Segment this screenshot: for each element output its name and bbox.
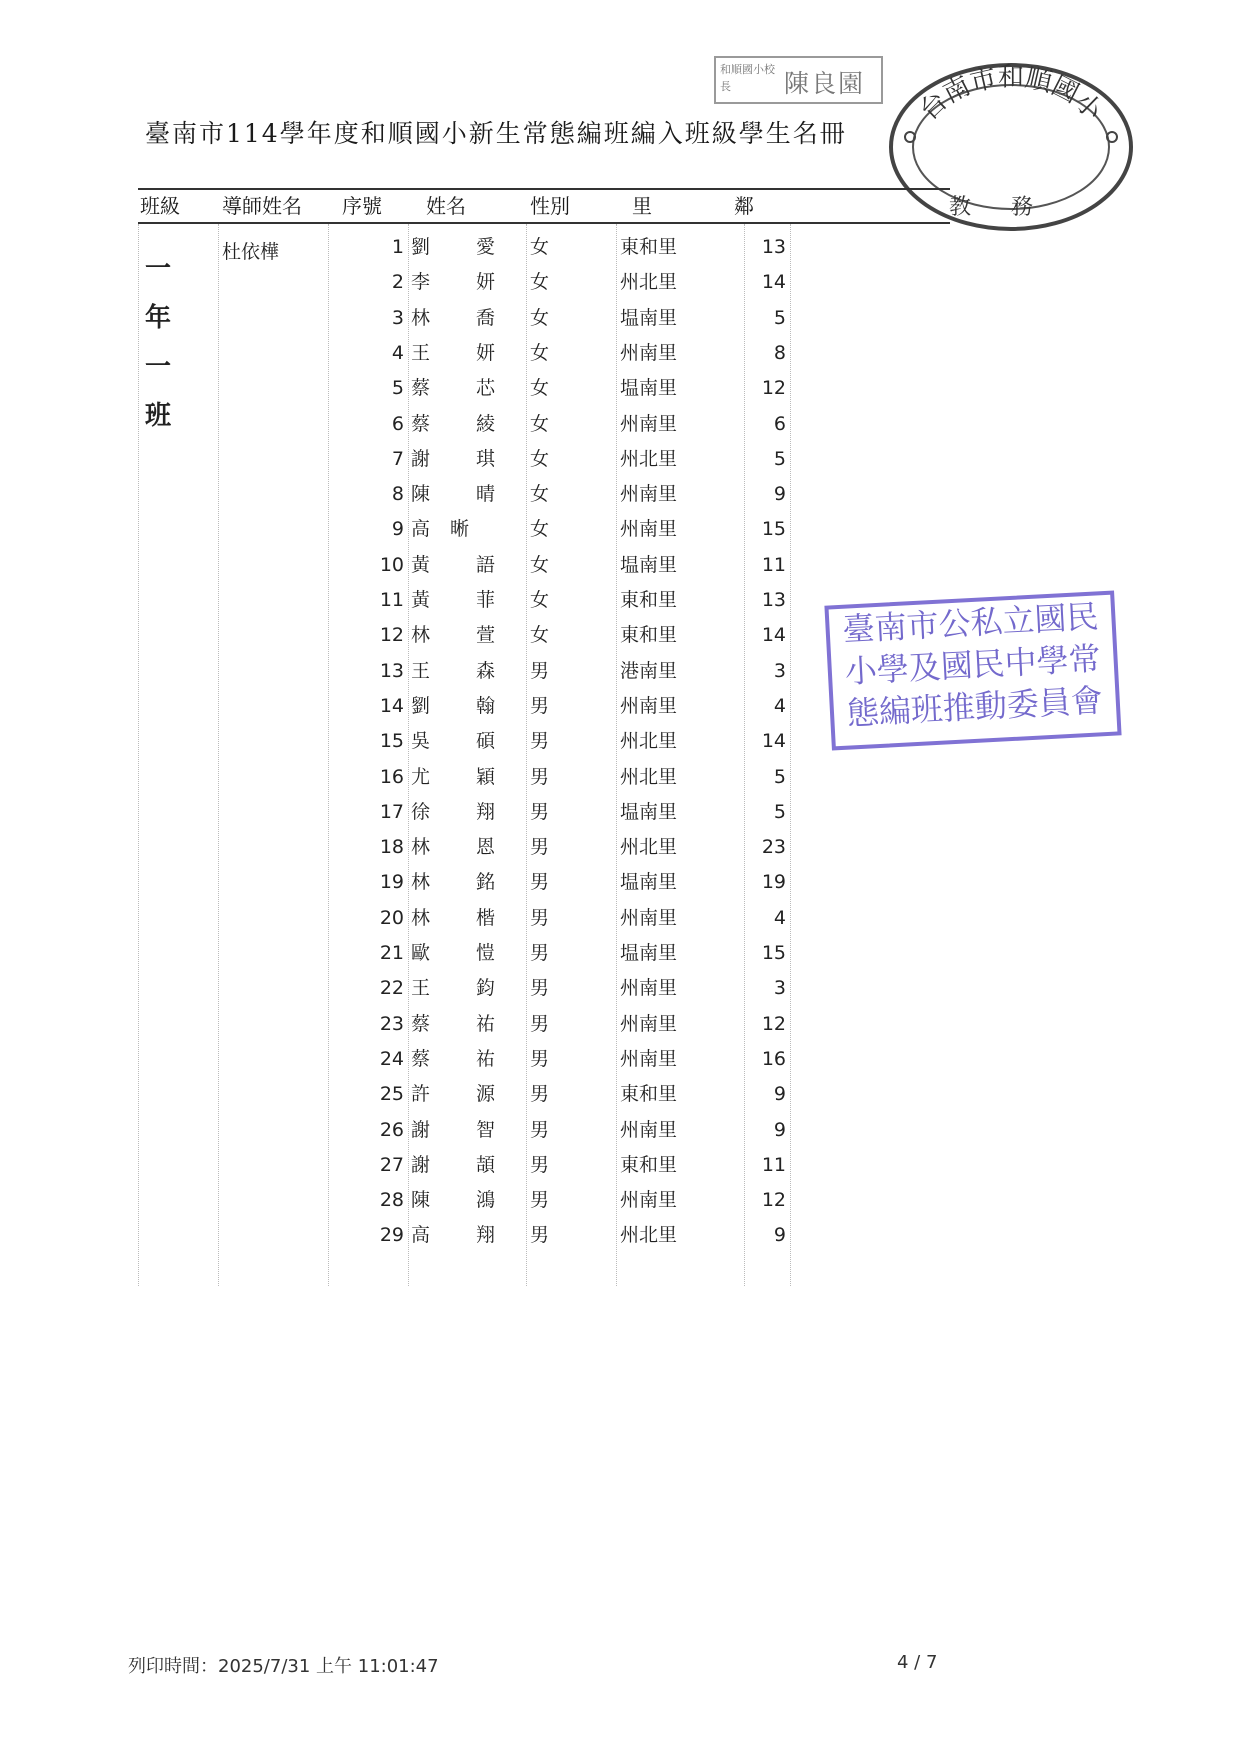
student-seq: 21 [379, 942, 404, 964]
student-name: 尤 穎 [411, 765, 516, 788]
student-seq: 26 [379, 1118, 404, 1141]
student-name: 李 妍 [411, 271, 516, 294]
student-neighborhood: 6 [773, 412, 786, 435]
principal-seal [714, 56, 883, 104]
student-name: 高 翔 [411, 1224, 516, 1247]
table-row [0, 654, 900, 689]
student-seq: 20 [379, 906, 404, 929]
student-village: 東和里 [620, 236, 678, 258]
student-neighborhood: 5 [773, 800, 786, 823]
student-neighborhood: 8 [773, 341, 786, 364]
student-seq: 4 [391, 341, 404, 364]
student-name: 王 森 [411, 659, 516, 682]
student-gender: 男 [530, 730, 550, 753]
school-seal [880, 52, 1150, 232]
page-number: 4 / 7 [897, 1652, 938, 1673]
student-gender: 男 [530, 906, 550, 929]
student-gender: 男 [530, 659, 550, 682]
student-seq: 6 [391, 412, 404, 435]
class-char: 一 [144, 352, 171, 382]
student-seq: 16 [379, 765, 404, 788]
student-village: 州北里 [620, 836, 678, 859]
student-neighborhood: 3 [773, 659, 786, 682]
student-village: 州南里 [620, 1047, 678, 1070]
student-village: 州南里 [620, 1118, 678, 1141]
student-name: 劉 翰 [411, 694, 516, 717]
student-neighborhood: 9 [773, 483, 786, 506]
table-row [0, 442, 900, 477]
student-village: 州南里 [620, 412, 678, 435]
student-neighborhood: 14 [761, 271, 786, 294]
student-village: 州南里 [620, 518, 678, 541]
student-gender: 男 [530, 1224, 550, 1247]
table-row [0, 1218, 900, 1253]
document-title: 臺南市114學年度和順國小新生常態編班編入班級學生名冊 [145, 119, 847, 148]
student-name: 黃 語 [411, 553, 516, 576]
student-name: 許 源 [411, 1083, 516, 1106]
student-name: 徐 翔 [411, 800, 516, 823]
table-row [0, 230, 900, 265]
student-gender: 女 [530, 483, 550, 506]
student-name: 蔡 綾 [411, 412, 516, 435]
student-neighborhood: 3 [773, 977, 786, 1000]
student-village: 塭南里 [620, 306, 678, 329]
committee-stamp [824, 591, 1121, 751]
student-neighborhood: 14 [761, 730, 786, 753]
student-neighborhood: 11 [761, 553, 786, 576]
student-seq: 8 [391, 483, 404, 506]
student-gender: 男 [530, 1189, 550, 1212]
header-class: 班級 [140, 194, 180, 218]
header-village: 里 [632, 194, 652, 218]
student-neighborhood: 5 [773, 765, 786, 788]
print-time: 列印時間：2025/7/31 上午 11:01:47 [128, 1656, 439, 1677]
header-teacher: 導師姓名 [222, 194, 302, 218]
student-name: 王 鈞 [411, 977, 516, 1000]
student-neighborhood: 19 [761, 871, 786, 894]
header-gender: 性別 [530, 194, 570, 218]
table-row [0, 689, 900, 724]
student-name: 林 銘 [411, 871, 516, 894]
header-bottom-rule [138, 222, 950, 224]
student-village: 東和里 [620, 1153, 678, 1176]
table-row [0, 1113, 900, 1148]
student-village: 州南里 [620, 1012, 678, 1035]
student-gender: 女 [530, 377, 550, 400]
class-char: 一 [144, 254, 171, 284]
student-name: 高晰 [411, 518, 490, 541]
table-row [0, 901, 900, 936]
student-gender: 男 [530, 977, 550, 1000]
student-village: 州南里 [620, 694, 678, 717]
student-village: 州北里 [620, 730, 678, 753]
student-seq: 25 [379, 1083, 404, 1106]
principal-seal-small-text: 和順國小校長 [720, 63, 775, 93]
table-row [0, 760, 900, 795]
student-seq: 22 [379, 977, 404, 1000]
table-row [0, 971, 900, 1006]
table-row [0, 618, 900, 653]
header-name: 姓名 [426, 194, 466, 218]
student-name: 劉 愛 [411, 236, 516, 258]
student-village: 塭南里 [620, 871, 678, 894]
student-name: 蔡 祐 [411, 1047, 516, 1070]
student-neighborhood: 23 [761, 836, 786, 859]
student-neighborhood: 9 [773, 1083, 786, 1106]
table-row [0, 1042, 900, 1077]
student-name: 蔡 祐 [411, 1012, 516, 1035]
table-row [0, 1007, 900, 1042]
table-row [0, 477, 900, 512]
student-name: 林 萱 [411, 624, 516, 647]
student-neighborhood: 15 [761, 942, 786, 964]
student-neighborhood: 9 [773, 1224, 786, 1247]
student-village: 州南里 [620, 977, 678, 1000]
student-village: 州北里 [620, 1224, 678, 1247]
student-village: 州北里 [620, 447, 678, 470]
student-neighborhood: 14 [761, 624, 786, 647]
committee-stamp-line: 臺南市公私立國民 [841, 597, 1100, 649]
student-neighborhood: 13 [761, 236, 786, 258]
student-neighborhood: 16 [761, 1047, 786, 1070]
class-char: 班 [144, 401, 171, 431]
student-seq: 18 [379, 836, 404, 859]
student-village: 州北里 [620, 765, 678, 788]
student-seq: 23 [379, 1012, 404, 1035]
student-village: 州南里 [620, 1189, 678, 1212]
table-row [0, 865, 900, 900]
student-name: 蔡 芯 [411, 377, 516, 400]
table-row [0, 512, 900, 547]
student-seq: 3 [391, 306, 404, 329]
teacher-name: 杜依樺 [222, 241, 280, 263]
committee-stamp-line: 小學及國民中學常 [843, 639, 1102, 691]
student-name: 謝 智 [411, 1118, 516, 1141]
student-seq: 10 [379, 553, 404, 576]
student-name: 歐 愷 [411, 942, 516, 964]
student-seq: 27 [379, 1153, 404, 1176]
student-village: 東和里 [620, 624, 678, 647]
student-name: 林 喬 [411, 306, 516, 329]
student-neighborhood: 4 [773, 694, 786, 717]
student-name: 吳 碩 [411, 730, 516, 753]
student-name: 謝 頡 [411, 1153, 516, 1176]
header-neighborhood: 鄰 [734, 194, 754, 218]
student-name: 謝 琪 [411, 447, 516, 470]
student-gender: 女 [530, 306, 550, 329]
student-village: 州北里 [620, 271, 678, 294]
table-row [0, 336, 900, 371]
student-gender: 男 [530, 1118, 550, 1141]
student-name: 林 楷 [411, 906, 516, 929]
student-gender: 男 [530, 694, 550, 717]
student-gender: 男 [530, 942, 550, 964]
student-village: 州南里 [620, 483, 678, 506]
student-seq: 19 [379, 871, 404, 894]
svg-text:教務: 教務 [948, 195, 1074, 220]
table-row [0, 407, 900, 442]
student-seq: 17 [379, 800, 404, 823]
student-neighborhood: 13 [761, 589, 786, 611]
student-name: 陳 晴 [411, 483, 516, 506]
student-seq: 15 [379, 730, 404, 753]
student-seq: 11 [379, 589, 404, 611]
table-row [0, 1183, 900, 1218]
class-char: 年 [144, 303, 171, 333]
student-village: 東和里 [620, 589, 678, 611]
student-village: 州南里 [620, 341, 678, 364]
table-row [0, 371, 900, 406]
student-neighborhood: 11 [761, 1153, 786, 1176]
student-village: 塭南里 [620, 377, 678, 400]
student-neighborhood: 12 [761, 377, 786, 400]
student-gender: 女 [530, 341, 550, 364]
table-row [0, 936, 900, 971]
student-neighborhood: 5 [773, 306, 786, 329]
student-gender: 女 [530, 624, 550, 647]
table-row [0, 548, 900, 583]
table-row [0, 265, 900, 300]
committee-stamp-line: 態編班推動委員會 [846, 681, 1104, 733]
student-gender: 男 [530, 1083, 550, 1106]
student-name: 王 妍 [411, 341, 516, 364]
student-seq: 1 [391, 236, 404, 258]
student-village: 東和里 [620, 1083, 678, 1106]
table-row [0, 830, 900, 865]
student-gender: 男 [530, 871, 550, 894]
student-village: 塭南里 [620, 800, 678, 823]
principal-seal-name: 陳良園 [784, 69, 866, 98]
student-seq: 13 [379, 659, 404, 682]
student-gender: 男 [530, 1012, 550, 1035]
student-seq: 9 [391, 518, 404, 541]
student-table [0, 230, 900, 1260]
student-neighborhood: 9 [773, 1118, 786, 1141]
student-neighborhood: 4 [773, 906, 786, 929]
table-row [0, 1148, 900, 1183]
student-gender: 男 [530, 1047, 550, 1070]
student-seq: 24 [379, 1047, 404, 1070]
student-village: 港南里 [620, 659, 678, 682]
table-row [0, 724, 900, 759]
table-row [0, 583, 900, 618]
student-name: 陳 鴻 [411, 1189, 516, 1212]
table-row [0, 1077, 900, 1112]
student-gender: 女 [530, 412, 550, 435]
student-seq: 12 [379, 624, 404, 647]
student-neighborhood: 5 [773, 447, 786, 470]
student-gender: 女 [530, 589, 550, 611]
student-gender: 男 [530, 800, 550, 823]
student-gender: 女 [530, 271, 550, 294]
student-gender: 女 [530, 518, 550, 541]
student-seq: 28 [379, 1189, 404, 1212]
student-gender: 女 [530, 447, 550, 470]
svg-text:台南市和順國小: 台南市和順國小 [914, 62, 1108, 127]
student-name: 黃 菲 [411, 589, 516, 611]
student-gender: 男 [530, 765, 550, 788]
student-seq: 5 [391, 377, 404, 400]
student-name: 林 恩 [411, 836, 516, 859]
table-row [0, 301, 900, 336]
student-gender: 男 [530, 836, 550, 859]
student-seq: 2 [391, 271, 404, 294]
student-seq: 7 [391, 447, 404, 470]
student-village: 州南里 [620, 906, 678, 929]
table-row [0, 795, 900, 830]
student-village: 塭南里 [620, 942, 678, 964]
student-seq: 14 [379, 694, 404, 717]
student-neighborhood: 12 [761, 1189, 786, 1212]
student-neighborhood: 12 [761, 1012, 786, 1035]
student-gender: 男 [530, 1153, 550, 1176]
student-gender: 女 [530, 553, 550, 576]
student-neighborhood: 15 [761, 518, 786, 541]
header-seq: 序號 [342, 194, 382, 218]
student-village: 塭南里 [620, 553, 678, 576]
student-seq: 29 [379, 1224, 404, 1247]
student-gender: 女 [530, 236, 550, 258]
